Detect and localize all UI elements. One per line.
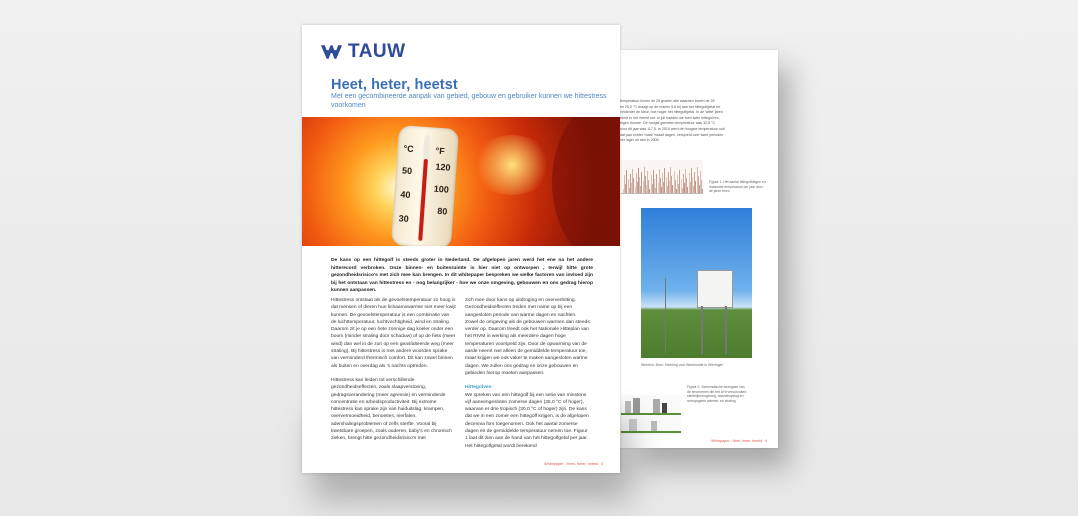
front-footer-text: Whitepaper - Heet, heter, heetst — [544, 462, 598, 466]
celsius-unit: °C — [403, 143, 415, 155]
left-column — [331, 297, 456, 450]
figure1-bar — [702, 189, 703, 193]
sensor-pole — [665, 278, 666, 354]
front-page — [302, 25, 620, 473]
back-text-line: ver lager uit dan in 2006. — [620, 138, 660, 143]
thermometer-graphic — [391, 125, 459, 246]
fahrenheit-unit: °F — [435, 145, 445, 157]
page-title: Heet, heter, heetst — [331, 77, 458, 93]
back-page-number: 4 — [764, 439, 767, 443]
body-paragraph: Hittestress kan leiden tot verschillende gezondheidseffecten, zoals slaapverstoring, gedragsverandering (meer agressie) en verminderde concentratie en arbeidsproductiviteit. Bij extreme hittestress kan sprake zijn van huiduitslag, krampen, oververmoeidheid, benoeties, nierfalen, ademhalingsproblemen of zelfs sterfte. Vooral bij kwetsbare groepen, zoals ouderen, baby's en chronisch zieken, brengt hitte gezondheidsrisico's met — [331, 377, 452, 442]
back-page-text — [620, 99, 770, 144]
figure1-chart — [621, 160, 703, 194]
body-paragraph: We spreken van een hittegolf bij een serie van minstens vijf aaneengesloten zomerse dagen (25,0 °C of hoger), waarvan er drie tropisch (30,0 °C of hoger) zijn. De kans dat we in een zomer een hittegolf krijgen, is de afgelopen decennia fors toegenomen. Ook het aantal zomerse dagen en de gemiddelde temperatuur nemen toe. Figuur 1 laat dit zien aan de hand van het hittegolfgetal per jaar. Het hittegolfgetal wordt berekend — [465, 392, 589, 449]
front-footer — [544, 462, 603, 466]
front-page-number: 3 — [601, 462, 604, 466]
figure2-caption: Figuur 2. Schematische weergave van de fenomenen die het UHI veroorzaken: stedelijkeomgeving, warmteopslag en antropogene warmte, en straling — [687, 385, 748, 403]
tauw-logo — [320, 41, 406, 63]
back-footer — [711, 439, 767, 443]
photo-caption: Weerhut. Bron: Stichting voor Weerkunde in Wieringen — [641, 363, 724, 367]
back-text-line: dat jaar echter 'maar' twaalf dagen, verspreid over twee perioden — [620, 132, 724, 137]
weather-hut — [697, 270, 733, 308]
section-heading: Hittegolven — [465, 385, 492, 391]
back-text-line: eigen duurde. De hoogst gemeten temperatuur was 32,8 °C — [620, 121, 716, 126]
tick-label-f: 100 — [433, 183, 450, 195]
hut-leg — [701, 306, 703, 354]
page-subtitle: Met een gecombineerde aanpak van gebied, gebouw en gebruiker kunnen we hittestress voorkomen — [331, 93, 607, 109]
figure1-caption: Figuur 1. Het aantal hittegolfdagen en maximale temperatuur per jaar door de jaren heen — [709, 180, 766, 194]
back-footer-text: Whitepaper - Heet, heter, heetst — [711, 439, 762, 443]
back-text-line: temperatuur boven de 25 graden alle waarden boven de 25 — [620, 99, 715, 103]
back-text-line: en 25,0 °C draagt op de manier 5,6 bij aan het hittegolfgetal en — [620, 104, 721, 109]
tick-label-c: 40 — [400, 189, 411, 200]
tick-label-f: 120 — [435, 161, 451, 173]
tauw-logo-icon — [320, 42, 343, 62]
back-text-line: vinderder de kleur, hoe hoger het hittegolfgetal. In de 'witte' jaren — [620, 110, 723, 115]
tick-label-c: 50 — [401, 165, 413, 177]
logo-text: TAUW — [348, 41, 406, 62]
hut-leg — [725, 306, 727, 354]
back-text-line: eerst er het meest zat. In juli hadden we toen twee hittegolven, — [620, 115, 720, 120]
heat-curve — [552, 117, 620, 246]
tick-label-c: 30 — [398, 213, 410, 224]
right-column — [465, 297, 590, 457]
lead-paragraph: De kans op een hittegolf is steeds groter in Nederland. De afgelopen jaren werd het ene na het andere hitterecord verbroken. Onze binnen- en buitenruimte is hier niet op ontworpen , terwijl hitte grote gezondheidsrisico's met zich mee kan brengen. In dit whitepaper bespreken we welke factoren van invloed zijn bij het ontstaan van hittestress en - nog belangrijker - hoe we onze omgeving, gebouwen en ons gedrag hierop kunnen aanpassen. — [331, 258, 593, 294]
back-text-line: voor dit jaar was 117,5. In 2019 werd de hoogste temperatuur ooit — [620, 126, 725, 131]
body-paragraph: zich mee door kans op uitdroging en oververhitting. Gezondheidseffecten treden met name op bij een aangesloten periode van warme dagen en nachten. Zowel de omgeving als de gebouwen warmen dan steeds verder op. Daarom treedt ook het Nationale Hitteplan van het RIVM in werking als meerdere dagen hoge temperaturen voorspeld zijn. Door de opwarming van de aarde neemt niet alleen de gemiddelde temperatuur toe, maar krijgen we ook vaker te maken aangesloten warme dagen. We zullen ons gedrag en onze gebouwen en gebieden hierop moeten aanpassen. — [465, 298, 590, 376]
body-paragraph: Hittestress ontstaat als de gevoelstemperatuur zo hoog is dat mensen of dieren hun lichaamswarmte niet meer kwijt kunnen. De gevoelstemperatuur is een combinatie van de luchttemperatuur, luchtvochtigheid, wind en straling. Daarom zit je op een hete zonnige dag koeler onder een boom (minder straling door schaduw) of op de fiets (meer wind) dan wel in de zon op een geasfalteerde weg (meer straling). Bij hittestress is met andere woorden sprake van verminderd thermisch comfort. Dit kan zowel binnen als buiten en overdag als 's nachts optreden. — [331, 298, 456, 369]
tick-label-f: 80 — [436, 205, 448, 217]
hero-image — [302, 117, 620, 246]
weather-station-photo — [641, 208, 752, 358]
sun-flare — [472, 135, 552, 195]
